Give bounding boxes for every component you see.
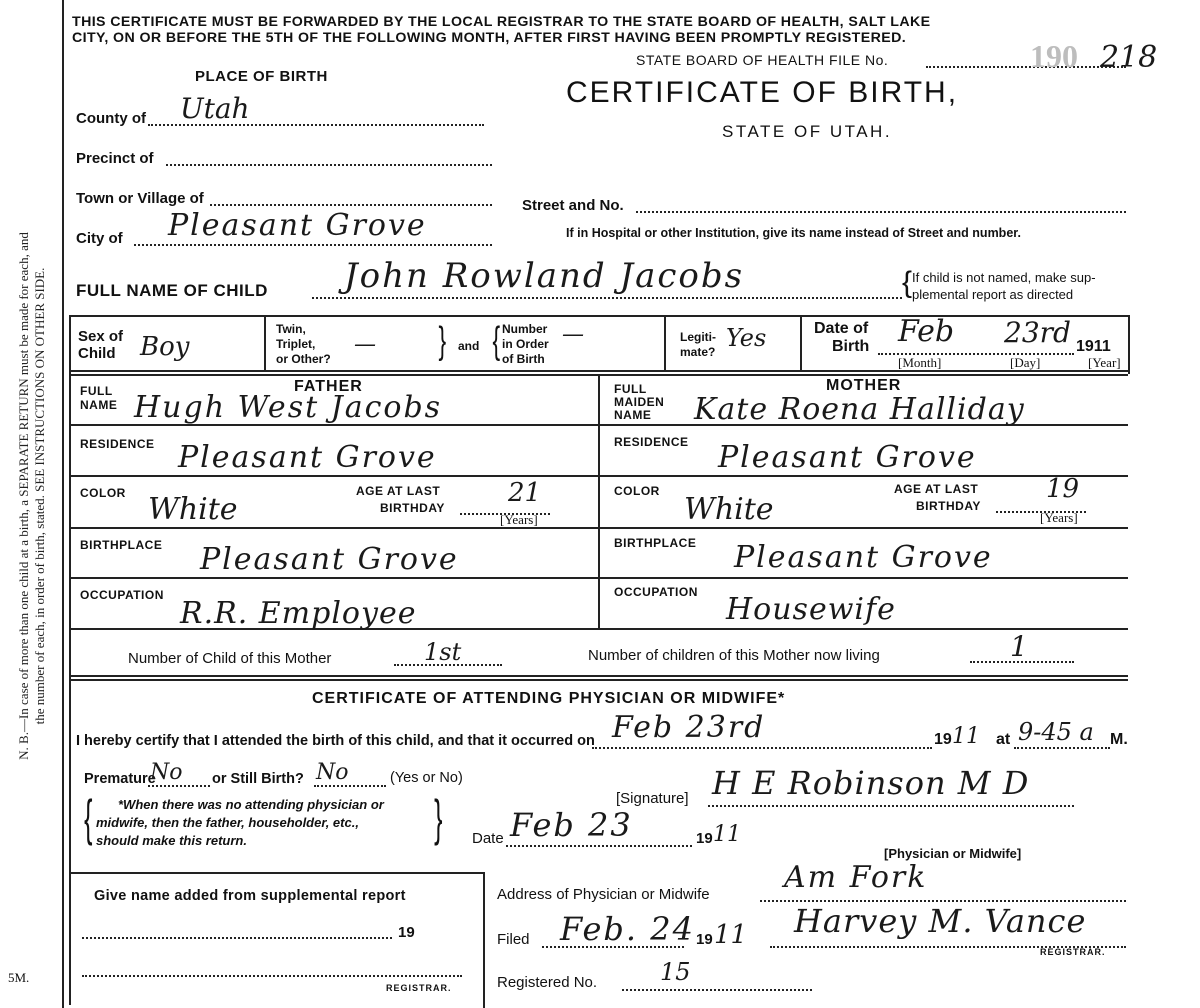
father-occupation-label: OCCUPATION xyxy=(80,588,164,602)
order-label-line2: in Order xyxy=(502,337,549,351)
place-heading: PLACE OF BIRTH xyxy=(195,68,328,85)
yes-no-note: (Yes or No) xyxy=(390,770,463,786)
unnamed-note-line1: If child is not named, make sup- xyxy=(912,270,1096,285)
mother-color-value: White xyxy=(684,492,774,527)
file-number-value: 218 xyxy=(1100,40,1158,75)
mother-occupation-label: OCCUPATION xyxy=(614,585,698,599)
date-label-line2: Birth xyxy=(832,338,870,355)
file-number-stamp: 190 xyxy=(1030,38,1078,74)
mother-age-label-line2: BIRTHDAY xyxy=(916,499,981,513)
signature-label: [Signature] xyxy=(616,790,689,807)
margin-rule xyxy=(62,0,64,1008)
physician-date-year-prefix: 19 xyxy=(696,830,713,847)
certify-text: I hereby certify that I attended the birth of this child, and that it occurred on xyxy=(76,733,595,749)
father-full-label-line1: FULL xyxy=(80,384,113,398)
unnamed-note-line2: plemental report as directed xyxy=(912,287,1074,302)
hospital-note: If in Hospital or other Institution, give its name instead of Street and number. xyxy=(566,226,1021,240)
filed-year-value: 11 xyxy=(714,920,748,950)
children-living-label: Number of children of this Mother now living xyxy=(588,647,880,664)
physician-address: Am Fork xyxy=(784,860,928,895)
occurred-date: Feb 23rd xyxy=(612,710,766,745)
date-label: Date xyxy=(472,830,504,847)
header-notice-line2: CITY, ON OR BEFORE THE 5TH OF THE FOLLOWING MONTH, AFTER FIRST HAVING BEEN PROMPTLY REGISTERED. xyxy=(72,30,907,46)
father-age-value: 21 xyxy=(508,478,542,508)
header-notice-line1: THIS CERTIFICATE MUST BE FORWARDED BY THE LOCAL REGISTRAR TO THE STATE BOARD OF HEALTH, SALT LAKE xyxy=(72,14,931,30)
physician-date-year-value: 11 xyxy=(713,822,741,847)
state-heading: STATE OF UTAH. xyxy=(722,122,893,141)
order-label-line1: Number xyxy=(502,322,548,336)
twin-value: — xyxy=(354,332,376,357)
date-label-line1: Date of xyxy=(814,320,869,337)
mother-color-label: COLOR xyxy=(614,484,660,498)
legit-label-line2: mate? xyxy=(680,345,716,359)
father-color-label: COLOR xyxy=(80,486,126,500)
margin-note xyxy=(0,0,60,1008)
mother-name-value: Kate Roena Halliday xyxy=(694,392,1025,427)
premature-label: Premature xyxy=(84,771,156,787)
form-number: 5M. xyxy=(8,970,30,985)
physician-note-line3: should make this return. xyxy=(96,833,247,848)
mother-birthplace-label: BIRTHPLACE xyxy=(614,536,697,550)
father-heading: FATHER xyxy=(294,378,363,395)
mother-age-value: 19 xyxy=(1046,474,1080,504)
day-caption: [Day] xyxy=(1010,355,1041,370)
physician-note-line2: midwife, then the father, householder, etc., xyxy=(96,815,359,830)
registered-label: Registered No. xyxy=(497,974,598,991)
m-label: M. xyxy=(1110,731,1128,748)
mother-full-label-line1: FULL xyxy=(614,382,647,396)
father-age-label-line1: AGE AT LAST xyxy=(356,484,441,498)
sex-label-line1: Sex of xyxy=(78,328,124,345)
birth-month: Feb xyxy=(898,314,955,349)
father-residence-label: RESIDENCE xyxy=(80,437,155,451)
filed-year-prefix: 19 xyxy=(696,931,713,948)
supplemental-registrar-caption: REGISTRAR. xyxy=(386,983,452,993)
street-label: Street and No. xyxy=(522,197,624,214)
city-label: City of xyxy=(76,230,123,247)
order-value: — xyxy=(562,322,584,347)
physician-caption: [Physician or Midwife] xyxy=(884,846,1022,861)
legit-value: Yes xyxy=(726,324,767,352)
physician-heading: CERTIFICATE OF ATTENDING PHYSICIAN OR MIDWIFE* xyxy=(312,690,786,707)
year-caption: [Year] xyxy=(1088,355,1121,370)
margin-note-line1: N. B.—In case of more than one child at a birth, a SEPARATE RETURN must be made for each, and xyxy=(16,232,31,760)
mother-residence-value: Pleasant Grove xyxy=(718,440,977,475)
margin-note-line2: the number of each, in order of birth, stated. SEE INSTRUCTIONS ON OTHER SIDE. xyxy=(32,267,47,725)
mother-occupation-value: Housewife xyxy=(726,592,896,627)
birth-year: 1911 xyxy=(1076,338,1111,355)
mother-years-caption: [Years] xyxy=(1040,510,1078,525)
twin-label-line3: or Other? xyxy=(276,352,331,366)
supplemental-year-prefix: 19 xyxy=(398,924,415,941)
child-name-label: FULL NAME OF CHILD xyxy=(76,281,268,300)
occurred-year-prefix: 19 xyxy=(934,731,952,748)
mother-full-label-line3: NAME xyxy=(614,408,652,422)
twin-label-line2: Triplet, xyxy=(276,337,316,351)
registrar-caption: REGISTRAR. xyxy=(1040,947,1106,957)
father-full-label-line2: NAME xyxy=(80,398,118,412)
and-label: and xyxy=(458,339,480,353)
physician-date: Feb 23 xyxy=(510,806,633,844)
father-birthplace-label: BIRTHPLACE xyxy=(80,538,163,552)
physician-signature: H E Robinson M D xyxy=(712,764,1030,802)
father-years-caption: [Years] xyxy=(500,512,538,527)
birth-time: 9-45 a xyxy=(1018,718,1094,746)
still-birth-label: or Still Birth? xyxy=(212,771,304,787)
father-residence-value: Pleasant Grove xyxy=(178,440,437,475)
father-occupation-value: R.R. Employee xyxy=(180,596,417,631)
county-value: Utah xyxy=(180,92,250,125)
physician-note-line1: *When there was no attending physician or xyxy=(118,797,384,812)
mother-heading: MOTHER xyxy=(826,377,902,394)
city-value: Pleasant Grove xyxy=(168,208,427,243)
month-caption: [Month] xyxy=(898,355,942,370)
filed-value: Feb. 24 xyxy=(560,910,695,948)
father-age-label-line2: BIRTHDAY xyxy=(380,501,445,515)
birth-day: 23rd xyxy=(1004,316,1071,349)
filed-label: Filed xyxy=(497,931,530,948)
county-label: County of xyxy=(76,110,146,127)
father-birthplace-value: Pleasant Grove xyxy=(200,542,459,577)
child-number-value: 1st xyxy=(424,638,462,666)
sex-label-line2: Child xyxy=(78,345,116,362)
mother-residence-label: RESIDENCE xyxy=(614,435,689,449)
address-label: Address of Physician or Midwife xyxy=(497,886,710,903)
certificate-title: CERTIFICATE OF BIRTH, xyxy=(566,76,959,109)
precinct-label: Precinct of xyxy=(76,150,154,167)
father-color-value: White xyxy=(148,492,238,527)
premature-value: No xyxy=(150,760,183,785)
child-number-label: Number of Child of this Mother xyxy=(128,650,332,667)
town-label: Town or Village of xyxy=(76,190,204,207)
registered-value: 15 xyxy=(660,958,691,986)
legit-label-line1: Legiti- xyxy=(680,330,716,344)
father-name-value: Hugh West Jacobs xyxy=(134,390,443,425)
sex-value: Boy xyxy=(140,332,190,362)
still-birth-value: No xyxy=(316,760,349,785)
supplemental-label: Give name added from supplemental report xyxy=(94,888,406,904)
mother-age-label-line1: AGE AT LAST xyxy=(894,482,979,496)
registrar-signature: Harvey M. Vance xyxy=(794,902,1087,940)
mother-birthplace-value: Pleasant Grove xyxy=(734,540,993,575)
order-label-line3: of Birth xyxy=(502,352,545,366)
file-number-label: STATE BOARD OF HEALTH FILE No. xyxy=(636,52,889,68)
children-living-value: 1 xyxy=(1010,630,1028,663)
child-name-value: John Rowland Jacobs xyxy=(344,256,745,296)
mother-full-label-line2: MAIDEN xyxy=(614,395,665,409)
twin-label-line1: Twin, xyxy=(276,322,306,336)
at-label: at xyxy=(996,731,1011,748)
occurred-year-value: 11 xyxy=(952,724,980,749)
